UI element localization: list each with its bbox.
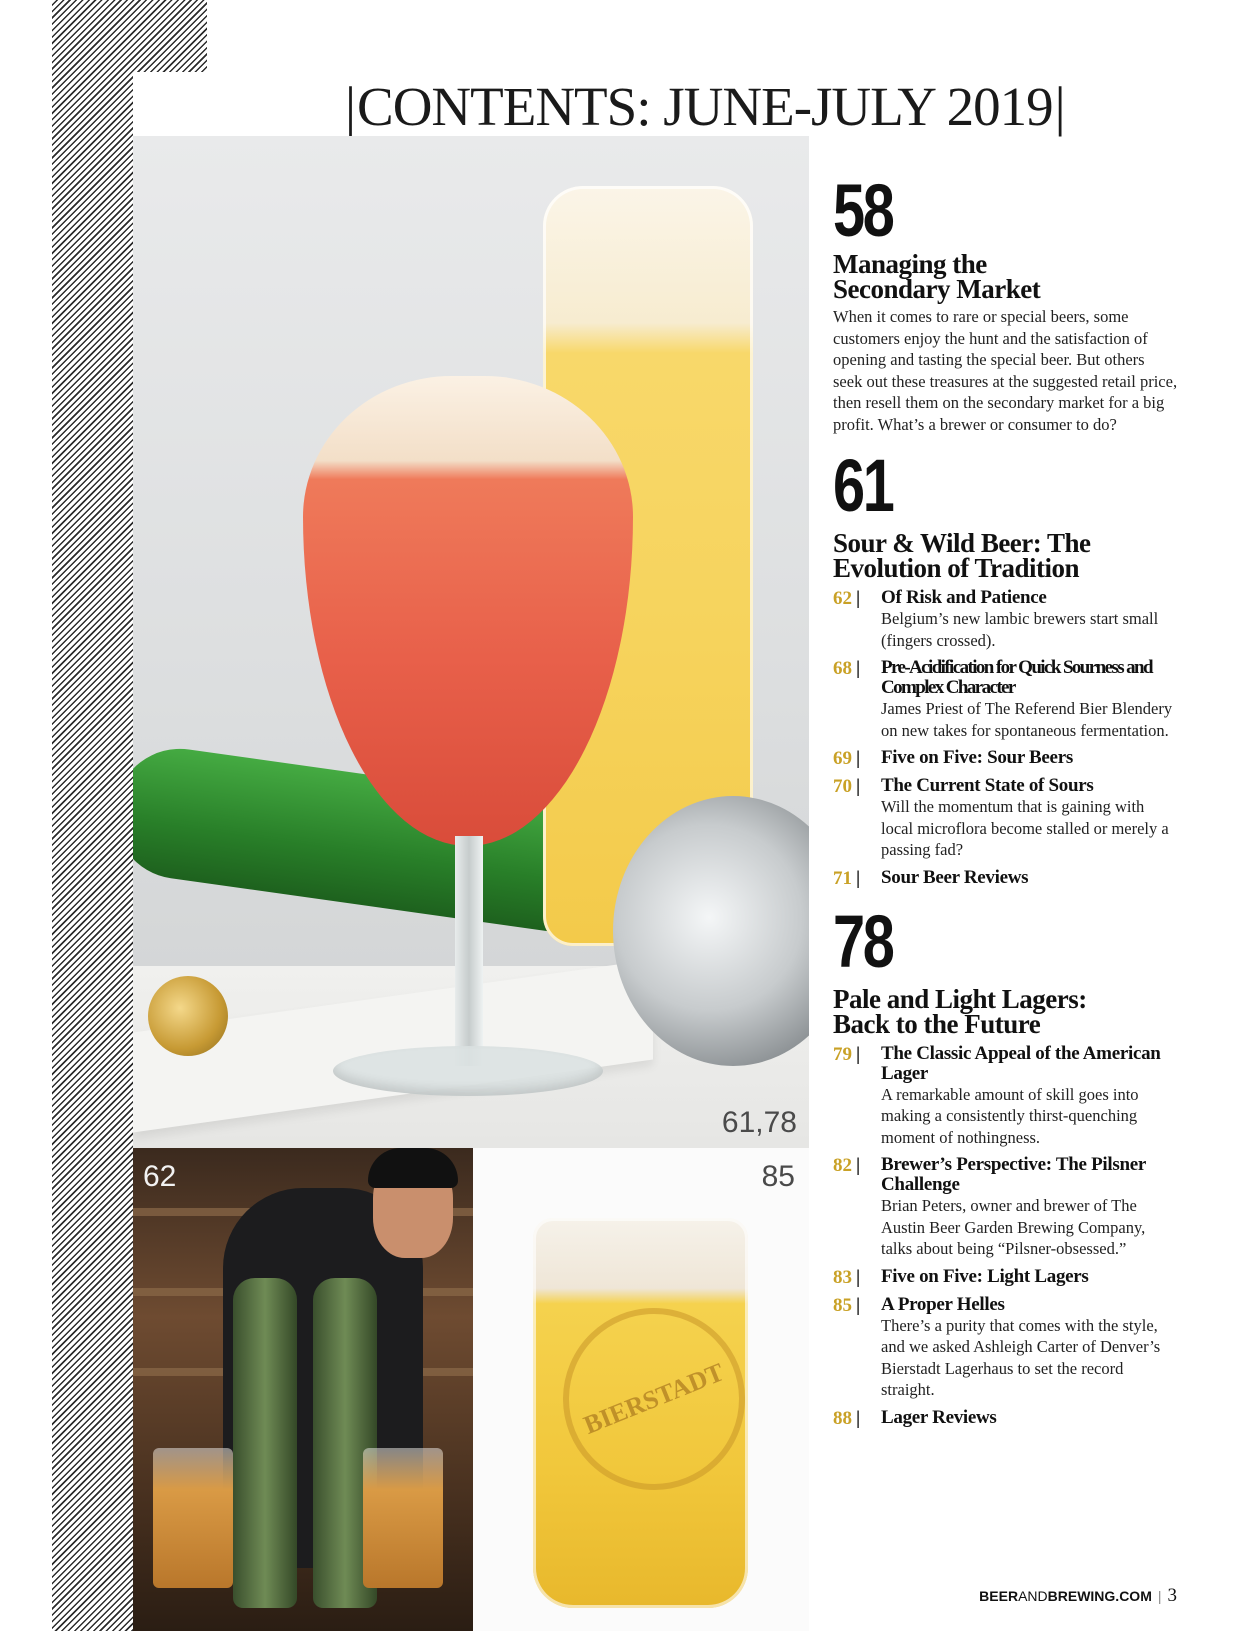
item-page-number: 69: [833, 748, 852, 769]
item-page-number: 85: [833, 1294, 852, 1316]
item-title: A Proper Helles: [881, 1293, 1005, 1315]
page-title: [343, 76, 1163, 136]
list-item: [833, 776, 1178, 861]
item-page-number: 68: [833, 658, 852, 679]
page-number: 3: [1167, 1585, 1177, 1606]
item-separator: |: [856, 658, 861, 679]
photo-lager-glass: [473, 1148, 809, 1631]
item-page-number: 88: [833, 1407, 852, 1429]
item-description: Brian Peters, owner and brewer of The Austin Beer Garden Brewing Company, talks about being “Pilsner-obsessed.”: [881, 1196, 1146, 1258]
feature-description: When it comes to rare or special beers, some customers enjoy the hunt and the satisfaction of opening and tasting the special beer. But others seek out these treasures at the suggested retail price, then resell them on the secondary market for a big profit. What’s a brewer or consumer to do?: [833, 307, 1178, 434]
photo-brewer-pouring: [133, 1148, 473, 1631]
item-separator: |: [856, 1043, 861, 1065]
title-left-bar: |: [345, 75, 356, 137]
item-page-number: 70: [833, 776, 852, 797]
feature-section: [833, 899, 1178, 1429]
item-page-number: 83: [833, 1266, 852, 1288]
item-page-number: 82: [833, 1155, 852, 1176]
item-separator: |: [856, 1294, 861, 1316]
item-description: James Priest of The Referend Bier Blendery on new takes for spontaneous fermentation.: [881, 699, 1173, 740]
site-name-part1: BEER: [979, 1588, 1019, 1604]
feature-title: Sour & Wild Beer: The Evolution of Tradition: [833, 528, 1091, 583]
list-item: [833, 658, 1178, 741]
item-title: Of Risk and Patience: [881, 587, 1047, 608]
item-separator: |: [856, 748, 861, 769]
list-item: [833, 868, 1178, 889]
item-description: There’s a purity that comes with the style, and we asked Ashleigh Carter of Denver’s Bierstadt Lagerhaus to set the record straight.: [881, 1315, 1161, 1399]
feature-page-number: 78: [833, 899, 893, 983]
list-item: [833, 1044, 1178, 1149]
glass-logo: BIERSTADT: [536, 1281, 773, 1518]
feature-page-number: 61: [833, 444, 893, 527]
list-item: [833, 1267, 1178, 1288]
feature-title: Pale and Light Lagers: Back to the Future: [833, 983, 1087, 1039]
champagne-cork-shape: [148, 976, 228, 1056]
list-item: [833, 1408, 1178, 1429]
photo-page-ref-mid: 85: [761, 1160, 795, 1193]
feature-section: [833, 169, 1178, 435]
item-title: The Current State of Sours: [881, 775, 1094, 796]
cup-shape: [153, 1448, 233, 1588]
item-title: Brewer’s Perspective: The Pilsner Challenge: [881, 1154, 1146, 1195]
title-right-bar: |: [1054, 75, 1065, 137]
item-page-number: 79: [833, 1043, 852, 1065]
feature-section: [833, 444, 1178, 889]
contents-column: [833, 169, 1178, 1429]
site-name-part3: BREWING.COM: [1047, 1588, 1152, 1604]
item-description: Will the momentum that is gaining with local microflora become stalled or merely a passing fad?: [881, 797, 1169, 859]
photo-page-ref-main: 61,78: [721, 1106, 797, 1139]
bottle-shape: [233, 1278, 297, 1608]
cup-shape: [363, 1448, 443, 1588]
photo-page-ref-left: 62: [143, 1160, 177, 1193]
item-separator: |: [856, 1266, 861, 1288]
item-title: Sour Beer Reviews: [881, 866, 1029, 888]
item-separator: |: [856, 1407, 861, 1429]
list-item: [833, 1155, 1178, 1260]
feature-title: Managing the Secondary Market: [833, 249, 1041, 304]
title-text: CONTENTS: JUNE-JULY 2019: [357, 75, 1053, 137]
item-title: Lager Reviews: [881, 1406, 997, 1428]
item-title: Five on Five: Light Lagers: [881, 1265, 1089, 1287]
item-title: Pre-Acidification for Quick Sourness and Complex Character: [881, 657, 1152, 698]
item-title: Five on Five: Sour Beers: [881, 747, 1073, 768]
item-separator: |: [856, 867, 861, 889]
footer-separator: |: [1157, 1588, 1162, 1604]
item-separator: |: [856, 1155, 861, 1176]
item-page-number: 62: [833, 588, 852, 609]
item-separator: |: [856, 588, 861, 609]
item-title: The Classic Appeal of the American Lager: [881, 1042, 1161, 1084]
item-separator: |: [856, 776, 861, 797]
site-name-part2: AND: [1018, 1588, 1048, 1604]
item-description: A remarkable amount of skill goes into making a consistently thirst-quenching moment of nothingness.: [881, 1084, 1139, 1147]
list-item: [833, 748, 1178, 769]
list-item: [833, 1295, 1178, 1401]
list-item: [833, 588, 1178, 651]
item-page-number: 71: [833, 867, 852, 889]
page-footer: [979, 1585, 1177, 1607]
feature-page-number: 58: [833, 169, 893, 252]
item-description: Belgium’s new lambic brewers start small (fingers crossed).: [881, 609, 1159, 650]
photo-beer-glasses: [133, 136, 809, 1148]
